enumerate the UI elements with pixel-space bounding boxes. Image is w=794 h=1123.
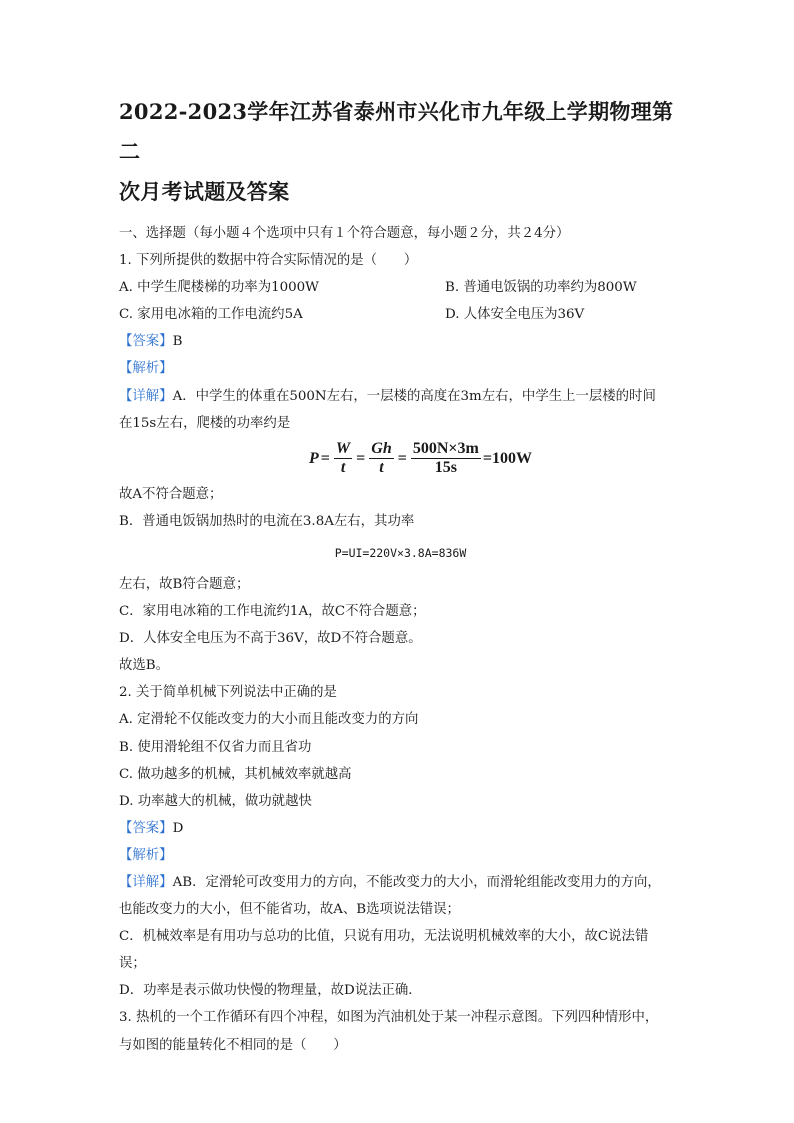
q1-stem: 1. 下列所提供的数据中符合实际情况的是（ ）	[119, 253, 418, 269]
fraction-numerator: 500N×3m	[412, 440, 479, 458]
q2-detail-d: D．功率是表示做功快慢的物理量，故D说法正确．	[119, 983, 422, 999]
q2-option-c: C. 做功越多的机械，其机械效率就越高	[119, 766, 352, 782]
q1-option-d: D. 人体安全电压为36V	[445, 307, 585, 323]
q2-answer	[119, 815, 682, 842]
section-heading: 一、选择题（每小题４个选项中只有１个符合题意，每小题２分，共２4分）	[119, 226, 570, 241]
q3-stem-line-1: 3. 热机的一个工作循环有四个冲程，如图为汽油机处于某一冲程示意图。下列四种情形中，	[119, 1010, 659, 1026]
formula-equals-3: =	[397, 449, 407, 467]
power-formula-2: P=UI=220V×3.8A=836W	[334, 545, 467, 560]
q1-detail-a-text: A．中学生的体重在500N左右，一层楼的高度在3m左右，中学生上一层楼的时间	[172, 388, 656, 404]
q1-conclusion-a: 故A不符合题意；	[119, 486, 223, 502]
document-body	[119, 220, 682, 1059]
formula-equals-1: =	[320, 449, 330, 467]
q2-option-b: B. 使用滑轮组不仅省力而且省功	[119, 739, 312, 755]
fraction-denominator: t	[340, 459, 346, 477]
fraction-numerator: Gh	[371, 440, 392, 458]
q2-detail-ab-line-1	[119, 869, 682, 896]
detail-tag: 【详解】	[119, 388, 173, 404]
formula-result: =100W	[482, 449, 532, 467]
q1-option-a: A. 中学生爬楼梯的功率为1000W	[119, 280, 319, 296]
q2-detail-c-line-2: 误；	[119, 956, 146, 972]
q3-stem-line-2: 与如图的能量转化不相同的是（ ）	[119, 1037, 347, 1053]
q1-option-c: C. 家用电冰箱的工作电流约5A	[119, 307, 303, 323]
q2-stem: 2. 关于简单机械下列说法中正确的是	[119, 685, 337, 701]
q1-answer-value: B	[172, 334, 183, 350]
formula-fraction-values	[411, 440, 481, 477]
q1-detail-c: C．家用电冰箱的工作电流约1A，故C不符合题意；	[119, 604, 426, 620]
formula-equals-2: =	[356, 449, 366, 467]
q1-options-row-1	[119, 274, 682, 301]
fraction-denominator: 15s	[434, 459, 457, 477]
document-title	[119, 92, 682, 212]
q1-detail-a-line-2: 在15s左右，爬楼的功率约是	[119, 415, 291, 431]
q2-detail-c-line-1: C．机械效率是有用功与总功的比值，只说有用功，无法说明机械效率的大小，故C说法错	[119, 929, 649, 945]
q2-analysis-tag: 【解析】	[119, 847, 173, 863]
q2-option-a: A. 定滑轮不仅能改变力的大小而且能改变力的方向	[119, 712, 419, 728]
q2-option-d: D. 功率越大的机械，做功就越快	[119, 793, 312, 809]
answer-tag: 【答案】	[119, 820, 173, 836]
answer-tag: 【答案】	[119, 334, 173, 350]
q1-detail-a-line-1	[119, 383, 682, 410]
formula-lhs: P	[309, 449, 319, 467]
q2-answer-value: D	[172, 820, 184, 836]
q2-detail-ab-text: AB．定滑轮可改变用力的方向，不能改变力的大小，而滑轮组能改变用力的方向，	[172, 874, 661, 890]
q1-detail-d: D．人体安全电压为不高于36V，故D不符合题意。	[119, 631, 422, 647]
q1-conclusion-b: 左右，故B符合题意；	[119, 576, 250, 592]
q1-answer	[119, 328, 682, 355]
power-formula	[159, 437, 682, 481]
detail-tag: 【详解】	[119, 874, 173, 890]
q1-options-row-2	[119, 301, 682, 328]
title-line-1: 2022-2023学年江苏省泰州市兴化市九年级上学期物理第二	[119, 99, 674, 164]
q1-option-b: B. 普通电饭锅的功率约为800W	[445, 280, 637, 296]
title-line-2: 次月考试题及答案	[119, 179, 290, 204]
formula-fraction-w-t	[334, 440, 352, 477]
fraction-numerator: W	[335, 440, 351, 458]
q2-detail-ab-line-2: 也能改变力的大小，但不能省功，故A、B选项说法错误；	[119, 902, 460, 918]
fraction-denominator: t	[379, 459, 384, 477]
q1-detail-b: B．普通电饭锅加热时的电流在3.8A左右，其功率	[119, 513, 415, 529]
q1-analysis-tag: 【解析】	[119, 361, 173, 377]
q1-final: 故选B。	[119, 658, 170, 674]
formula-fraction-gh-t	[369, 440, 393, 477]
